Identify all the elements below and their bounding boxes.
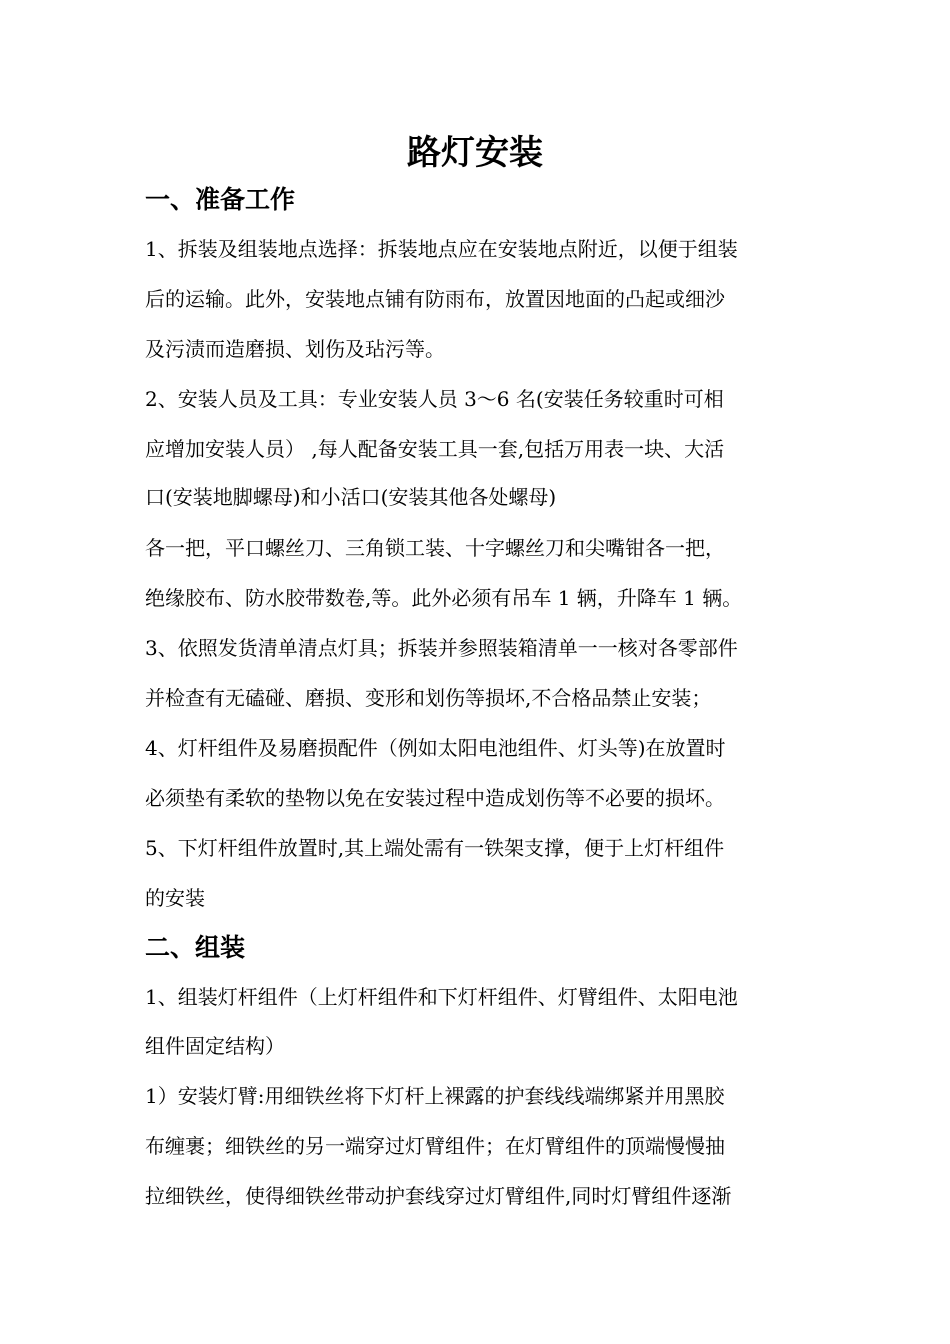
paragraph-line: 3、依照发货清单清点灯具；拆装并参照装箱清单一一核对各零部件: [145, 636, 738, 660]
paragraph-line: 必须垫有柔软的垫物以免在安装过程中造成划伤等不必要的损坏。: [145, 786, 725, 810]
paragraph-line: 2、安装人员及工具：专业安装人员 3～6 名(安装任务较重时可相: [145, 387, 724, 411]
paragraph-line: 1、拆装及组装地点选择：拆装地点应在安装地点附近，以便于组装: [145, 237, 738, 261]
paragraph-line: 并检查有无磕碰、磨损、变形和划伤等损坏,不合格品禁止安装；: [145, 686, 712, 710]
paragraph-line: 拉细铁丝，使得细铁丝带动护套线穿过灯臂组件,同时灯臂组件逐渐: [145, 1184, 732, 1208]
paragraph-line: 及污渍而造磨损、划伤及玷污等。: [145, 337, 445, 361]
paragraph-line: 各一把，平口螺丝刀、三角锁工装、十字螺丝刀和尖嘴钳各一把，: [145, 536, 725, 560]
document-title: 路灯安装: [407, 133, 543, 173]
paragraph-line: 后的运输。此外，安装地点铺有防雨布，放置因地面的凸起或细沙: [145, 287, 725, 311]
paragraph-line: 绝缘胶布、防水胶带数卷,等。此外必须有吊车 1 辆，升降车 1 辆。: [145, 586, 743, 610]
paragraph-line: 布缠裹；细铁丝的另一端穿过灯臂组件；在灯臂组件的顶端慢慢抽: [145, 1134, 725, 1158]
paragraph-line: 5、下灯杆组件放置时,其上端处需有一铁架支撑，便于上灯杆组件: [145, 836, 725, 860]
paragraph-line: 的安装: [145, 886, 205, 910]
section-heading-preparation: 一、准备工作: [145, 185, 296, 214]
paragraph-line: 口(安装地脚螺母)和小活口(安装其他各处螺母): [145, 485, 557, 509]
paragraph-line: 应增加安装人员） ,每人配备安装工具一套,包括万用表一块、大活: [145, 437, 725, 461]
paragraph-line: 1、组装灯杆组件（上灯杆组件和下灯杆组件、灯臂组件、太阳电池: [145, 985, 738, 1009]
paragraph-line: 1）安装灯臂:用细铁丝将下灯杆上裸露的护套线线端绑紧并用黑胶: [145, 1084, 725, 1108]
paragraph-line: 4、灯杆组件及易磨损配件（例如太阳电池组件、灯头等)在放置时: [145, 736, 726, 760]
paragraph-line: 组件固定结构）: [145, 1034, 285, 1058]
section-heading-assembly: 二、组装: [145, 933, 246, 962]
